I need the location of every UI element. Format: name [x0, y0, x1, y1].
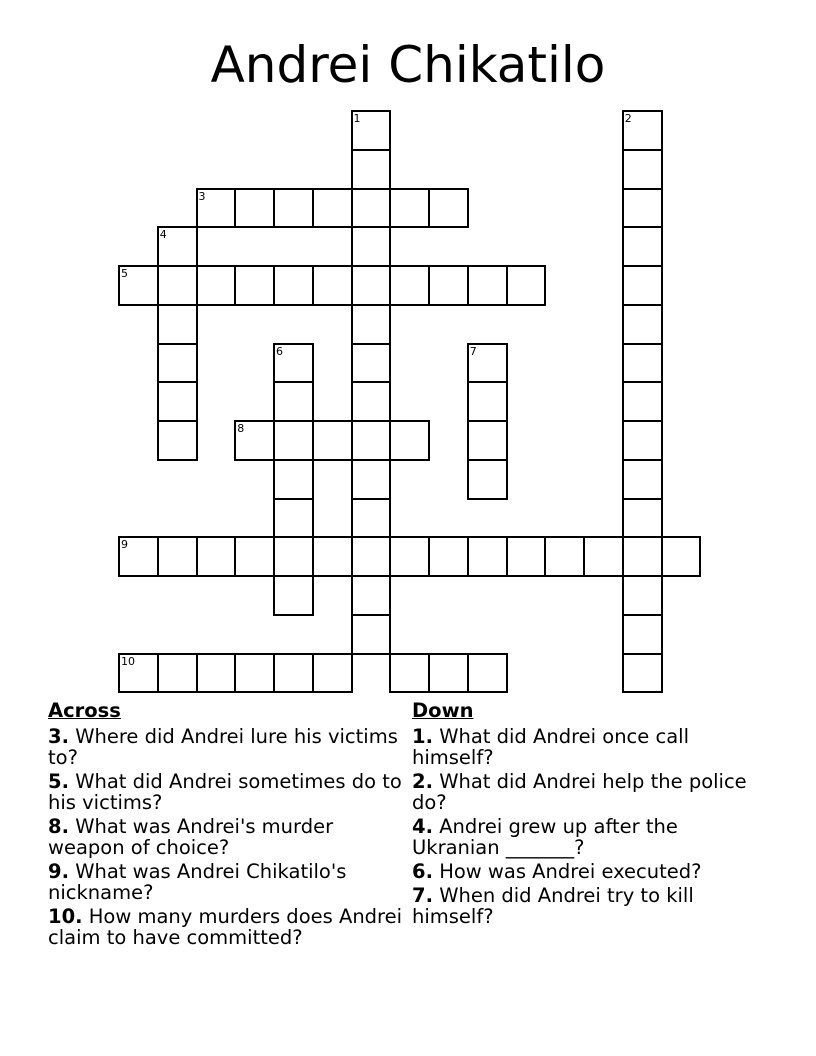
grid-cell[interactable]	[622, 575, 663, 616]
grid-cell[interactable]	[273, 381, 314, 422]
clue-text: What did Andrei help the police do?	[412, 770, 747, 814]
clue-number: 5.	[48, 770, 69, 793]
grid-cell[interactable]	[389, 265, 430, 306]
clue-text: What did Andrei sometimes do to his victims?	[48, 770, 402, 814]
grid-cell[interactable]	[273, 188, 314, 229]
grid-cell[interactable]	[622, 420, 663, 461]
clue-down-4	[412, 816, 762, 858]
grid-cell[interactable]	[196, 536, 237, 577]
clue-number-label: 7	[469, 344, 477, 358]
grid-cell[interactable]	[622, 110, 663, 151]
grid-cell[interactable]	[467, 265, 508, 306]
clue-across-3	[48, 726, 408, 768]
down-heading: Down	[412, 699, 474, 722]
grid-cell[interactable]	[622, 304, 663, 345]
grid-cell[interactable]	[351, 459, 392, 500]
grid-cell[interactable]	[583, 536, 624, 577]
clue-down-6	[412, 861, 762, 882]
clue-number-label: 1	[353, 112, 361, 125]
grid-cell[interactable]	[273, 498, 314, 539]
clue-across-10	[48, 906, 408, 948]
grid-cell[interactable]	[506, 265, 547, 306]
grid-cell[interactable]	[157, 653, 198, 694]
clue-number-label: 2	[624, 112, 632, 125]
grid-cell[interactable]	[467, 381, 508, 422]
grid-cell[interactable]	[157, 536, 198, 577]
grid-cell[interactable]	[157, 304, 198, 345]
clue-down-1	[412, 726, 762, 768]
grid-cell[interactable]	[234, 420, 275, 461]
grid-cell[interactable]	[312, 265, 353, 306]
grid-cell[interactable]	[312, 653, 353, 694]
grid-cell[interactable]	[622, 265, 663, 306]
clue-text: Where did Andrei lure his victims to?	[48, 725, 398, 769]
grid-cell[interactable]	[351, 304, 392, 345]
grid-cell[interactable]	[428, 188, 469, 229]
grid-cell[interactable]	[351, 188, 392, 229]
grid-cell[interactable]	[312, 188, 353, 229]
clue-text: What was Andrei Chikatilo's nickname?	[48, 860, 347, 904]
grid-cell[interactable]	[157, 420, 198, 461]
grid-cell[interactable]	[428, 536, 469, 577]
grid-cell[interactable]	[196, 653, 237, 694]
clue-number: 3.	[48, 725, 69, 748]
grid-cell[interactable]	[467, 459, 508, 500]
across-clues	[48, 700, 408, 951]
grid-cell[interactable]	[312, 420, 353, 461]
clue-text: When did Andrei try to kill himself?	[412, 884, 694, 928]
grid-cell[interactable]	[118, 265, 159, 306]
grid-cell[interactable]	[118, 653, 159, 694]
grid-cell[interactable]	[351, 498, 392, 539]
grid-cell[interactable]	[544, 536, 585, 577]
grid-cell[interactable]	[428, 653, 469, 694]
clue-number-label: 6	[276, 344, 283, 358]
clue-number: 6.	[412, 860, 433, 883]
grid-cell[interactable]	[467, 420, 508, 461]
grid-cell[interactable]	[622, 149, 663, 190]
clue-number: 9.	[48, 860, 69, 883]
grid-cell[interactable]	[157, 265, 198, 306]
grid-cell[interactable]	[351, 381, 392, 422]
grid-cell[interactable]	[273, 459, 314, 500]
clue-number: 7.	[412, 884, 433, 907]
grid-cell[interactable]	[234, 653, 275, 694]
grid-cell[interactable]	[351, 575, 392, 616]
clue-number-label: 3	[198, 189, 206, 203]
grid-cell[interactable]	[273, 653, 314, 694]
grid-cell[interactable]	[351, 614, 392, 655]
grid-cell[interactable]	[467, 536, 508, 577]
clue-text: How many murders does Andrei claim to have committed?	[48, 905, 403, 949]
grid-cell[interactable]	[622, 614, 663, 655]
grid-cell[interactable]	[234, 265, 275, 306]
grid-cell[interactable]	[622, 381, 663, 422]
grid-cell[interactable]	[351, 110, 392, 151]
grid-cell[interactable]	[196, 265, 237, 306]
clue-across-8	[48, 816, 408, 858]
clue-text: Andrei grew up after the Ukranian _______?	[412, 815, 678, 859]
grid-cell[interactable]	[622, 459, 663, 500]
puzzle-title: Andrei Chikatilo	[210, 36, 606, 94]
clue-number-label: 8	[237, 422, 245, 435]
grid-cell[interactable]	[622, 653, 663, 694]
clue-number: 4.	[412, 815, 433, 838]
grid-cell[interactable]	[389, 188, 430, 229]
across-heading: Across	[48, 699, 121, 722]
grid-cell[interactable]	[273, 343, 314, 384]
grid-cell[interactable]	[273, 575, 314, 616]
clue-number: 10.	[48, 905, 83, 928]
clue-text: How was Andrei executed?	[439, 860, 702, 883]
grid-cell[interactable]	[351, 536, 392, 577]
clue-down-2	[412, 771, 762, 813]
grid-cell[interactable]	[351, 226, 392, 267]
grid-cell[interactable]	[467, 653, 508, 694]
grid-cell[interactable]	[196, 188, 237, 229]
grid-cell[interactable]	[273, 265, 314, 306]
grid-cell[interactable]	[351, 420, 392, 461]
clue-number-label: 5	[121, 267, 128, 280]
clue-number: 2.	[412, 770, 433, 793]
grid-cell[interactable]	[622, 498, 663, 539]
clue-down-7	[412, 885, 762, 927]
clue-number-label: 4	[159, 228, 167, 242]
grid-cell[interactable]	[428, 265, 469, 306]
down-clues	[412, 700, 762, 930]
clue-text: What was Andrei's murder weapon of choice?	[48, 815, 334, 859]
grid-cell[interactable]	[506, 536, 547, 577]
clue-across-5	[48, 771, 408, 813]
grid-cell[interactable]	[157, 226, 198, 267]
grid-cell[interactable]	[622, 226, 663, 267]
grid-cell[interactable]	[118, 536, 159, 577]
grid-cell[interactable]	[351, 343, 392, 384]
grid-cell[interactable]	[467, 343, 508, 384]
grid-cell[interactable]	[157, 381, 198, 422]
grid-cell[interactable]	[661, 536, 702, 577]
grid-cell[interactable]	[389, 653, 430, 694]
grid-cell[interactable]	[351, 149, 392, 190]
clue-number-label: 9	[121, 538, 128, 552]
clue-number-label: 10	[121, 654, 135, 668]
grid-cell[interactable]	[389, 420, 430, 461]
clue-number: 1.	[412, 725, 433, 748]
grid-cell[interactable]	[389, 536, 430, 577]
grid-cell[interactable]	[234, 536, 275, 577]
grid-cell[interactable]	[273, 420, 314, 461]
grid-cell[interactable]	[234, 188, 275, 229]
grid-cell[interactable]	[273, 536, 314, 577]
clue-across-9	[48, 861, 408, 903]
grid-cell[interactable]	[157, 343, 198, 384]
grid-cell[interactable]	[622, 188, 663, 229]
clue-text: What did Andrei once call himself?	[412, 725, 689, 769]
grid-cell[interactable]	[312, 536, 353, 577]
grid-cell[interactable]	[622, 536, 663, 577]
grid-cell[interactable]	[622, 343, 663, 384]
clue-number: 8.	[48, 815, 69, 838]
grid-cell[interactable]	[351, 265, 392, 306]
